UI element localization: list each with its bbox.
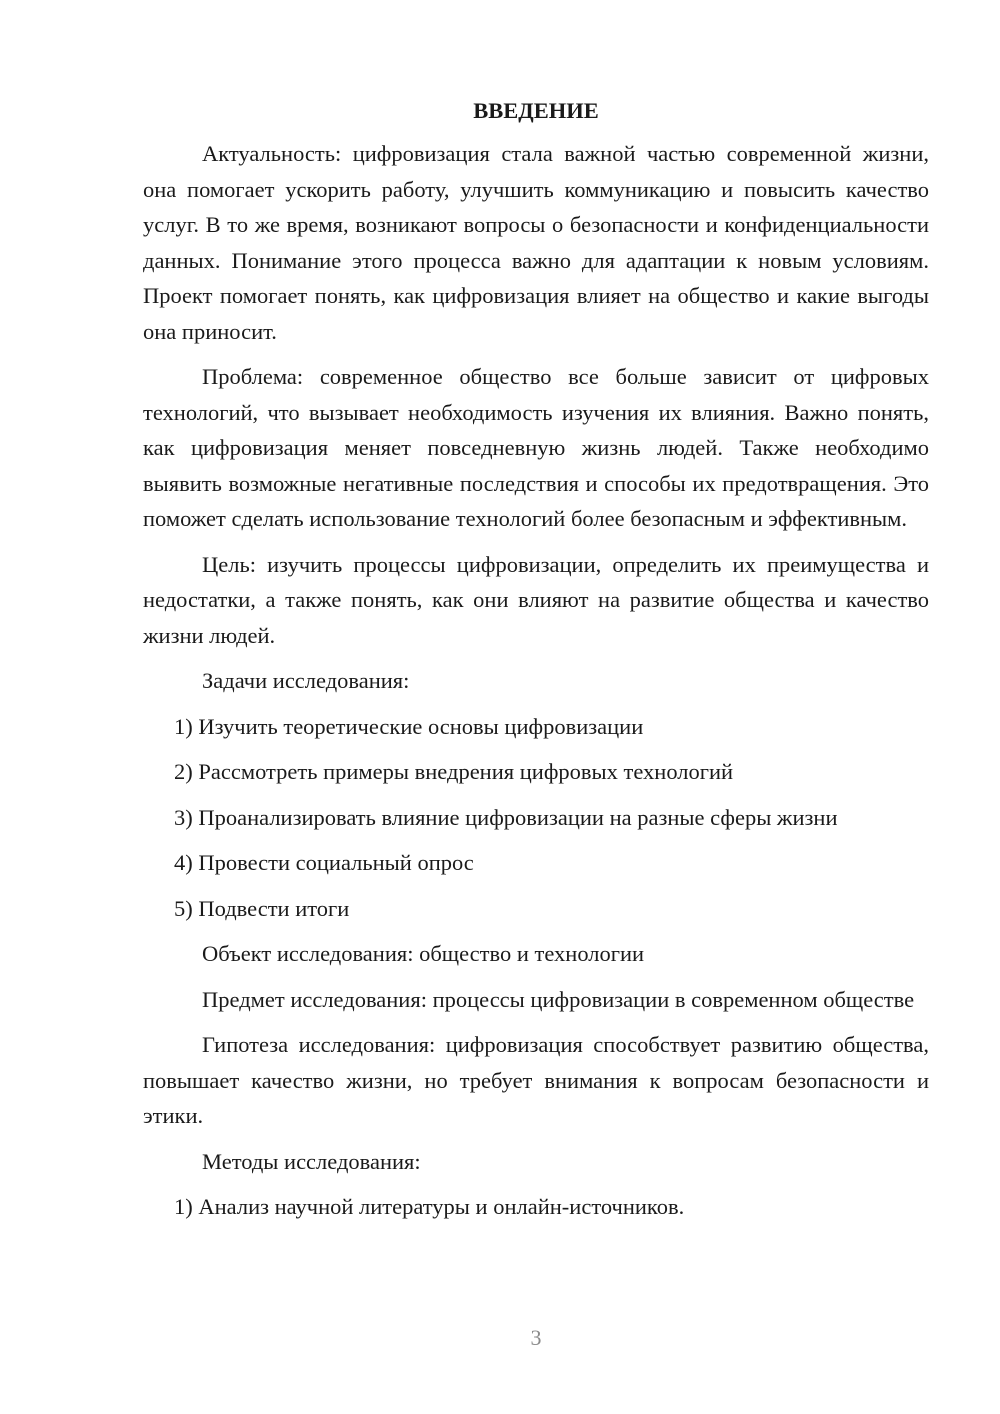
task-item-2: 2) Рассмотреть примеры внедрения цифровых технологий bbox=[174, 759, 734, 784]
section-title: ВВЕДЕНИЕ bbox=[473, 98, 599, 123]
method-item-1: 1) Анализ научной литературы и онлайн-источников. bbox=[174, 1194, 685, 1219]
page-number: 3 bbox=[530, 1325, 542, 1350]
page-body bbox=[143, 96, 929, 1235]
relevance-paragraph: Актуальность: цифровизация стала важной частью современной жизни, она помогает ускорить работу, улучшить коммуникацию и повысить качество услуг. В то же время, возникают вопросы о безопасности и конфиденциальности данных. Понимание этого процесса важно для адаптации к новым условиям. Проект помогает понять, как цифровизация влияет на общество и какие выгоды она приносит. bbox=[143, 141, 929, 344]
task-item-1: 1) Изучить теоретические основы цифровизации bbox=[174, 713, 644, 739]
tasks-heading: Задачи исследования: bbox=[202, 668, 410, 693]
problem-paragraph: Проблема: современное общество все больше зависит от цифровых технологий, что вызывает необходимость изучения их влияния. Важно понять, как цифровизация меняет повседневную жизнь людей. Также необходимо выявить возможные негативные последствия и способы их предотвращения. Это поможет сделать использование технологий более безопасным и эффективным. bbox=[143, 364, 929, 531]
subject-paragraph: Предмет исследования: процессы цифровизации в современном обществе bbox=[202, 986, 915, 1012]
goal-paragraph: Цель: изучить процессы цифровизации, определить их преимущества и недостатки, а также понять, как они влияют на развитие общества и качество жизни людей. bbox=[143, 551, 929, 648]
hypothesis-paragraph: Гипотеза исследования: цифровизация способствует развитию общества, повышает качество жизни, но требует внимания к вопросам безопасности и этики. bbox=[143, 1032, 929, 1128]
task-item-4: 4) Провести социальный опрос bbox=[174, 850, 474, 875]
task-item-5: 5) Подвести итоги bbox=[174, 895, 350, 921]
task-item-3: 3) Проанализировать влияние цифровизации на разные сферы жизни bbox=[174, 804, 838, 830]
methods-heading: Методы исследования: bbox=[202, 1148, 421, 1174]
object-paragraph: Объект исследования: общество и технологии bbox=[202, 941, 645, 966]
